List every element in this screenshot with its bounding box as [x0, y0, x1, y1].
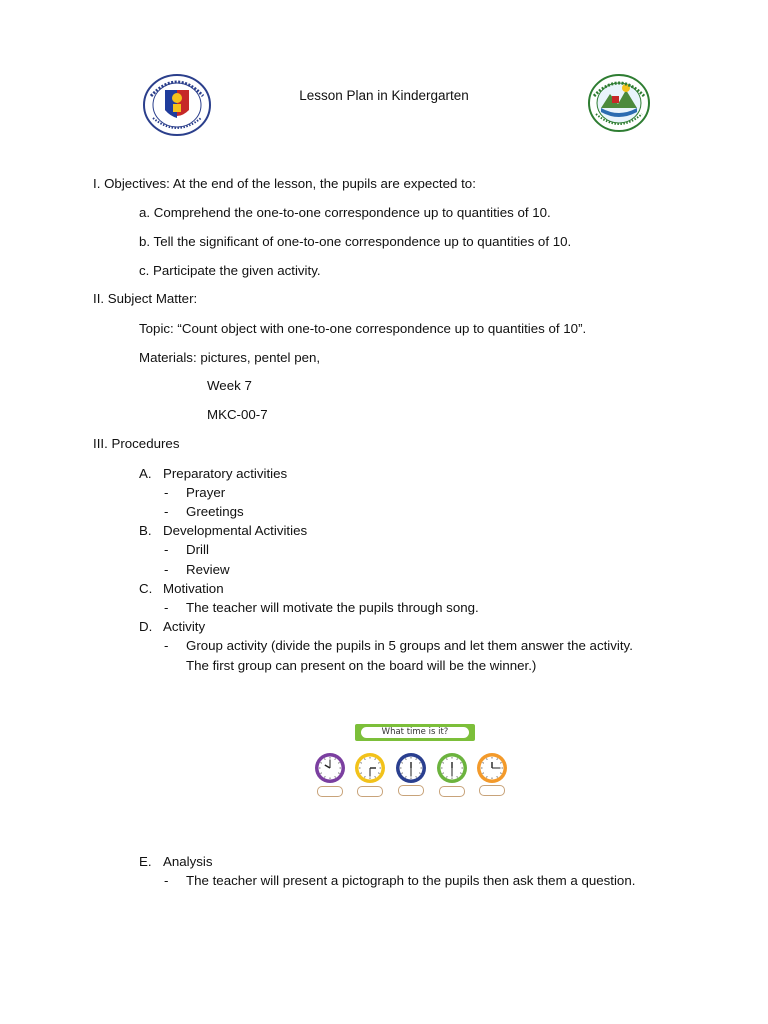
banner-text: What time is it? [361, 727, 469, 738]
section-letter: B. [139, 523, 152, 538]
objectives-heading: I. Objectives: At the end of the lesson, the pupils are expected to: [93, 176, 476, 191]
clock-icon [396, 753, 426, 783]
list-item: The teacher will motivate the pupils through song. [186, 600, 479, 615]
deped-seal-logo [143, 74, 211, 136]
section-letter: C. [139, 581, 153, 596]
materials-text: Materials: pictures, pentel pen, [139, 350, 321, 365]
clock-icon [315, 753, 345, 783]
clock-icon [437, 753, 467, 783]
section-label: Motivation [163, 581, 224, 596]
answer-box [398, 785, 424, 796]
bullet-dash: - [164, 485, 169, 500]
section-label: Activity [163, 619, 206, 634]
answer-box [479, 785, 505, 796]
section-letter: E. [139, 854, 152, 869]
section-label: Preparatory activities [163, 466, 288, 481]
page-title: Lesson Plan in Kindergarten [299, 88, 469, 103]
objective-item: c. Participate the given activity. [139, 263, 321, 278]
bullet-dash: - [164, 873, 169, 888]
bullet-dash: - [164, 504, 169, 519]
clock-icon [355, 753, 385, 783]
list-item: Review [186, 562, 230, 577]
bullet-dash: - [164, 638, 169, 653]
list-item: Group activity (divide the pupils in 5 groups and let them answer the activity. [186, 638, 633, 653]
bullet-dash: - [164, 600, 169, 615]
answer-box [317, 786, 343, 797]
code-text: MKC-00-7 [207, 407, 268, 422]
bullet-dash: - [164, 542, 169, 557]
bullet-dash: - [164, 562, 169, 577]
objective-item: a. Comprehend the one-to-one correspondence up to quantities of 10. [139, 205, 551, 220]
topic-text: Topic: “Count object with one-to-one correspondence up to quantities of 10”. [139, 321, 587, 336]
worksheet-banner [355, 724, 475, 741]
clock-row [312, 750, 512, 786]
objective-item: b. Tell the significant of one-to-one correspondence up to quantities of 10. [139, 234, 572, 249]
section-letter: A. [139, 466, 152, 481]
subject-matter-heading: II. Subject Matter: [93, 291, 198, 306]
answer-box [439, 786, 465, 797]
list-item: The teacher will present a pictograph to the pupils then ask them a question. [186, 873, 636, 888]
list-item-continuation: The first group can present on the board will be the winner.) [186, 658, 537, 673]
list-item: Greetings [186, 504, 244, 519]
clock-icon [477, 753, 507, 783]
section-label: Developmental Activities [163, 523, 308, 538]
section-label: Analysis [163, 854, 213, 869]
list-item: Prayer [186, 485, 226, 500]
week-text: Week 7 [207, 378, 252, 393]
list-item: Drill [186, 542, 209, 557]
procedures-heading: III. Procedures [93, 436, 180, 451]
section-letter: D. [139, 619, 153, 634]
division-seal-logo [588, 74, 650, 132]
answer-box [357, 786, 383, 797]
